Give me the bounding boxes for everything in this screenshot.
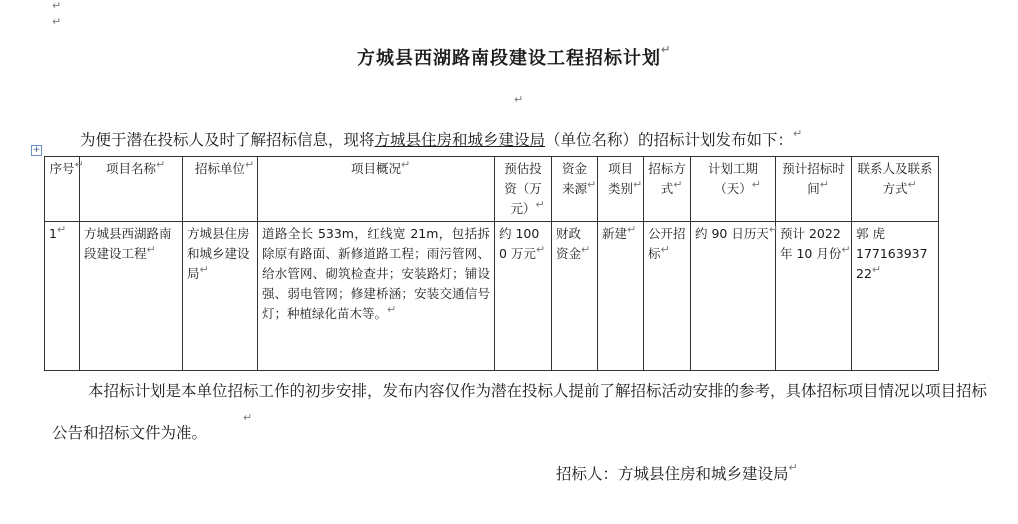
header-cell: 招标方式 ↵ xyxy=(644,157,691,222)
project-overview: 道路全长 533m，红线宽 21m，包括拆除原有路面、新修道路工程；雨污管网、给水管网、砌筑检查井；安装路灯；铺设强、弱电管网；修建桥涵；安装交通信号灯；种植绿化苗木等。 ↵ xyxy=(258,222,495,371)
bidding-method: 公开招标 ↵ xyxy=(644,222,691,371)
note-text: 本招标计划是本单位招标工作的初步安排，发布内容仅作为潜在投标人提前了解招标活动安排的参考，具体招标项目情况以项目招标公告和招标文件为准。 xyxy=(52,382,988,442)
paragraph-mark: ↵ xyxy=(52,0,62,12)
document-title xyxy=(0,44,1018,70)
estimated-investment: 约 1000 万元 ↵ xyxy=(495,222,552,371)
paragraph-mark: ↵ xyxy=(788,461,798,474)
note-paragraph xyxy=(52,370,992,454)
table-header-row xyxy=(45,157,939,222)
header-cell: 预估投资（万元） ↵ xyxy=(495,157,552,222)
table-row xyxy=(45,222,939,371)
header-cell: 项目概况 ↵ xyxy=(258,157,495,222)
intro-suffix: （单位名称）的招标计划发布如下： xyxy=(545,131,794,149)
header-cell: 联系人及联系方式 ↵ xyxy=(852,157,939,222)
header-cell: 预计招标时间 ↵ xyxy=(776,157,852,222)
contact-phone: 17716393722 xyxy=(856,246,928,281)
expected-bid-time: 预计 2022 年 10 月份 ↵ xyxy=(776,222,852,371)
intro-paragraph xyxy=(80,128,1000,150)
contact-name: 郭 虎 xyxy=(856,226,885,241)
paragraph-mark: ↵ xyxy=(243,411,253,424)
paragraph-mark: ↵ xyxy=(793,127,803,140)
header-cell: 项目名称 ↵ xyxy=(80,157,183,222)
intro-unit: 方城县住房和城乡建设局 xyxy=(374,131,546,149)
header-cell: 序号 ↵ xyxy=(45,157,80,222)
signature-line xyxy=(556,461,798,484)
table-move-handle-icon[interactable]: + xyxy=(32,145,41,155)
title-text: 方城县西湖路南段建设工程招标计划 xyxy=(357,48,661,69)
intro-prefix: 为便于潜在投标人及时了解招标信息，现将 xyxy=(80,131,375,149)
paragraph-mark: ↵ xyxy=(514,93,524,106)
contact-info: 郭 虎 17716393722 ↵ xyxy=(852,222,939,371)
project-category: 新建 ↵ xyxy=(598,222,644,371)
paragraph-mark: ↵ xyxy=(52,15,62,28)
header-cell: 项目类别 ↵ xyxy=(598,157,644,222)
header-cell: 资金来源 ↵ xyxy=(552,157,598,222)
project-name: 方城县西湖路南段建设工程 ↵ xyxy=(80,222,183,371)
header-cell: 招标单位 ↵ xyxy=(183,157,258,222)
signature-text: 招标人：方城县住房和城乡建设局 xyxy=(556,465,789,483)
header-cell: 计划工期（天） ↵ xyxy=(691,157,776,222)
bidding-unit: 方城县住房和城乡建设局 ↵ xyxy=(183,222,258,371)
planned-duration: 约 90 日历天 ↵ xyxy=(691,222,776,371)
paragraph-mark: ↵ xyxy=(661,43,672,56)
fund-source: 财政资金 ↵ xyxy=(552,222,598,371)
row-index: 1 ↵ xyxy=(45,222,80,371)
bid-plan-table xyxy=(44,156,939,371)
